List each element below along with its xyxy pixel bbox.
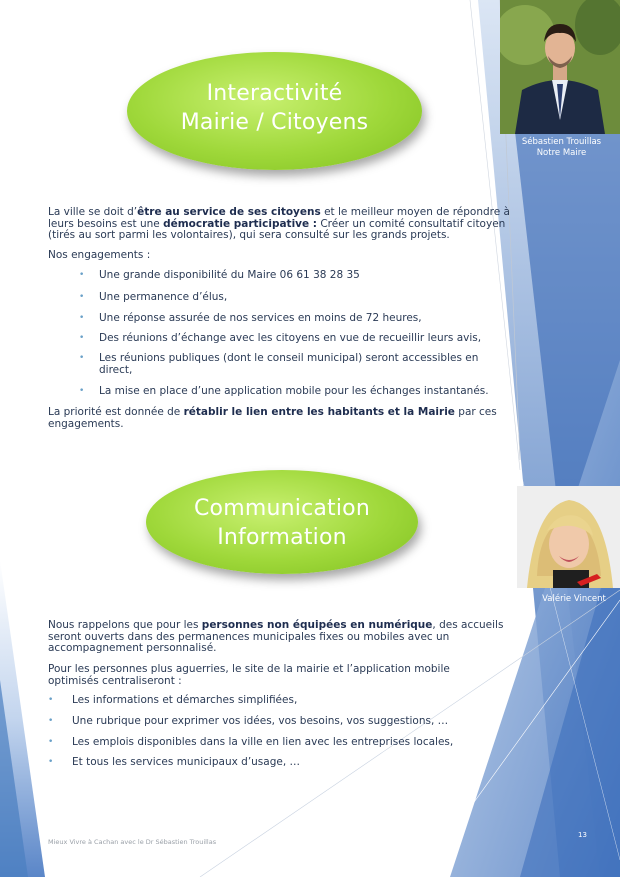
mayor-photo	[500, 0, 620, 134]
list-item: • Des réunions d’échange avec les citoyens en vue de recueillir leurs avis,	[79, 332, 482, 344]
page-number: 13	[578, 831, 587, 839]
list-item: • Une rubrique pour exprimer vos idées, vos besoins, vos suggestions, …	[48, 715, 449, 727]
mayor-name: Sébastien Trouillas	[521, 137, 602, 147]
deputy-portrait-image	[517, 486, 620, 588]
section-title-communication	[146, 470, 418, 574]
mayor-portrait-image	[500, 0, 620, 134]
section1-priority: La priorité est donnée de rétablir le lien entre les habitants et la Mairie par ces engagements.	[48, 406, 497, 430]
list-item: • Les réunions publiques (dont le conseil municipal) seront accessibles en direct,	[79, 352, 479, 376]
mayor-role: Notre Maire	[536, 148, 587, 158]
list-item: • Les informations et démarches simplifiées,	[48, 694, 298, 706]
section-title-interactivite	[127, 52, 422, 170]
deputy-caption: Valérie Vincent	[542, 594, 606, 604]
list-item: • Et tous les services municipaux d’usage, …	[48, 756, 301, 768]
engagements-heading: Nos engagements :	[48, 249, 151, 261]
mayor-caption	[503, 137, 620, 159]
section-title-line2: Mairie / Citoyens	[180, 110, 369, 135]
list-item: • Une permanence d’élus,	[79, 291, 228, 303]
section-title-line1: Interactivité	[206, 81, 343, 106]
section-title-line2: Information	[217, 525, 347, 550]
list-item: • La mise en place d’une application mobile pour les échanges instantanés.	[79, 385, 489, 397]
section-title-line1: Communication	[193, 496, 370, 521]
section1-intro: La ville se doit d’être au service de ses citoyens et le meilleur moyen de répondre à leurs besoins est une démocratie participative : Créer un comité consultatif citoyen (tirés au sort parmi les volontaires), qui sera consulté sur les grands projets.	[48, 206, 510, 241]
section2-para2: Pour les personnes plus aguerries, le site de la mairie et l’application mobile optimisés centraliseront :	[48, 663, 450, 687]
list-item: • Une réponse assurée de nos services en moins de 72 heures,	[79, 312, 422, 324]
deputy-photo	[517, 486, 620, 588]
list-item: • Les emplois disponibles dans la ville en lien avec les entreprises locales,	[48, 736, 454, 748]
footer-text: Mieux Vivre à Cachan avec le Dr Sébastien Trouillas	[48, 838, 217, 846]
list-item: • Une grande disponibilité du Maire 06 61 38 28 35	[79, 269, 360, 281]
section2-intro: Nous rappelons que pour les personnes non équipées en numérique, des accueils seront ouverts dans des permanences municipales fixes ou mobiles avec un accompagnement personnalisé.	[48, 619, 504, 654]
